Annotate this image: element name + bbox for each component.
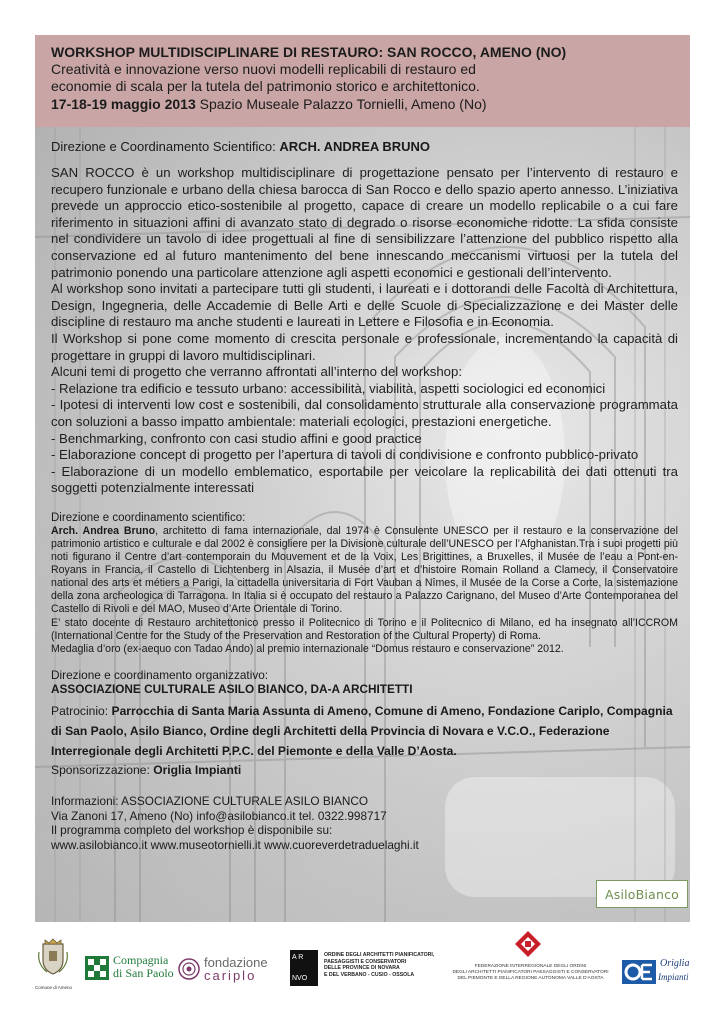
description-paragraph: SAN ROCCO è un workshop multidisciplinare di progettazione pensato per l’intervento di restauro e recupero funzionale e urbano della chiesa barocca di San Rocco e dello spazio aperto annesso. L’iniziativa prevede un approccio etico-sostenibile al progetto, capace di creare un modello replicabile o a cui fare riferimento in situazioni affini di avanzato stato di degrado o risorse economiche ridotte. La sfida consiste nel condividere un tavolo di idee progettuali al fine di sensibilizzare l’attenzione del pubblico rispetto alla conservazione ed al futuro mantenimento del bene innescando meccanismi virtuosi per la tutela del patrimonio ponendo una particolare attenzione agli aspetti economici e gestionali dell’intervento.: [51, 165, 678, 280]
organization-label: Direzione e coordinamento organizzativo:: [51, 667, 269, 682]
asilobianco-logo: AsiloBianco: [596, 880, 688, 908]
origlia-mark-icon: [622, 960, 656, 984]
cariplo-mark-icon: [178, 958, 200, 980]
scientific-direction: [51, 139, 678, 155]
compagnia-san-paolo-logo: [85, 952, 175, 982]
subtitle-line-2: economie di scala per la tutela del patrimonio storico e architettonico.: [51, 78, 480, 94]
ordine-text-2: PAESAGGISTI E CONSERVATORI: [324, 958, 407, 965]
federazione-mark-icon: [514, 930, 542, 958]
description-paragraph: Il Workshop si pone come momento di crescita personale e professionale, incrementando la capacità di progettare in gruppi di lavoro multidisciplinari.: [51, 330, 678, 363]
main-panel: [35, 127, 690, 922]
bio-label: Direzione e coordinamento scientifico:: [51, 511, 246, 524]
organization-section: [51, 668, 678, 696]
ordine-mark-text-2: NVO: [292, 975, 308, 982]
workshop-description: [51, 165, 678, 497]
cariplo-text-1: fondazione: [204, 955, 268, 970]
ordine-text-3: DELLE PROVINCE DI NOVARA: [324, 965, 400, 972]
origlia-impianti-logo: [622, 958, 692, 990]
scientific-direction-label: Direzione e Coordinamento Scientifico:: [51, 139, 280, 154]
info-line: Informazioni: ASSOCIAZIONE CULTURALE ASILO BIANCO: [51, 793, 369, 808]
sponsor-logos-strip: [0, 930, 725, 1024]
subtitle-line-1: Creatività e innovazione verso nuovi modelli replicabili di restauro ed: [51, 61, 476, 77]
federazione-text-2: DEGLI ARCHITETTI PIANIFICATORI PAESAGGISTI E CONSERVATORI: [452, 970, 609, 975]
organization-name: ASSOCIAZIONE CULTURALE ASILO BIANCO, DA-A ARCHITETTI: [51, 681, 413, 696]
bio-name: Arch. Andrea Bruno: [51, 524, 156, 537]
info-address[interactable]: Via Zanoni 17, Ameno (No) info@asilobianco.it tel. 0322.998717: [51, 808, 387, 823]
ordine-mark: [290, 950, 318, 986]
description-paragraph: Al workshop sono invitati a partecipare tutti gli studenti, i laureati e i dottorandi delle Facoltà di Architettura, Design, Ingegneria, delle Accademie di Belle Arti e delle Scuole di Specializzazione e dei Master delle discipline di restauro ma anche studenti e laureati in Lettere e Filosofia e in Economia.: [51, 281, 678, 330]
bio-paragraph: E’ stato docente di Restauro architettonico presso il Politecnico di Torino e il Politecnico di Milano, ed ha insegnato all’ICCROM (International Centre for the Study of the Preservation and Restoration of the Cultural Property) di Roma.: [51, 616, 678, 642]
topic-item: - Ipotesi di interventi low cost e sostenibili, dal consolidamento strutturale alla conservazione programmata con soluzioni a basso impatto ambientale: materiali ecologici, prestazioni energetiche.: [51, 397, 678, 429]
cariplo-text-2: cariplo: [204, 968, 257, 983]
sponsor-name: Origlia Impianti: [153, 762, 242, 777]
bio-text-1: , architetto di fama internazionale, dal 1974 è Consulente UNESCO per il restauro e la conservazione del patrimonio artistico e culturale e dal 2002 è consigliere per la Divisione culturale dell’UNESCO per l’Afghanistan.Tra i suoi progetti più noti figurano il Centre d’art contemporain du Mouvement et de la Voix, Les Brigittines, a Bruxelles, il Musée de l’eau a Pont-en-Royans in Francia, il Castello di Lichtenberg in Alsazia, il Musée d’art et d’histoire Romain Rolland a Clamecy, il Conservatoire national des arts et métiers a Parigi, la cittadella universitaria di Fort Vauban a Nîmes, il Musée de la Corse a Corte, la sistemazione della zona archeologica di Tarragona. In Italia si è occupato del restauro a Palazzo Carignano, del Museo d’Arte Contemporanea del Castello di Rivoli e del MAO, Museo d’Arte Orientale di Torino.: [51, 524, 678, 616]
federazione-text-3: DEL PIEMONTE E DELLA REGIONE AUTONOMA VALLE D’AOSTA: [457, 976, 604, 981]
scientific-director-name: ARCH. ANDREA BRUNO: [279, 139, 431, 154]
topic-item: - Elaborazione di un modello emblematico, esportabile per veicolare la replicabilità dei dati ottenuti tra soggetti potenzialmente interessati: [51, 463, 678, 496]
workshop-title: WORKSHOP MULTIDISCIPLINARE DI RESTAURO: SAN ROCCO, AMENO (NO): [51, 44, 567, 60]
workshop-venue: Spazio Museale Palazzo Tornielli, Ameno (No): [195, 96, 487, 112]
topic-item: - Elaborazione concept di progetto per l’apertura di tavoli di condivisione e confronto pubblico-privato: [51, 447, 639, 463]
contact-info: [51, 794, 678, 853]
fondazione-cariplo-logo: [178, 956, 273, 986]
federazione-interregionale-logo: [448, 930, 613, 992]
ordine-mark-text-1: A R: [292, 954, 304, 961]
bio-paragraph: [51, 525, 678, 617]
ordine-text-1: ORDINE DEGLI ARCHITETTI PIANIFICATORI,: [324, 952, 435, 958]
compagnia-mark-icon: [85, 956, 109, 980]
topic-item: - Relazione tra edificio e tessuto urbano: accessibilità, viabilità, aspetti sociologici ed economici: [51, 380, 606, 396]
sponsorship: [51, 761, 678, 780]
workshop-dates: 17-18-19 maggio 2013: [51, 96, 196, 112]
ordine-architetti-novara-logo: [290, 950, 440, 990]
compagnia-text-1: Compagnia: [113, 953, 169, 967]
info-websites[interactable]: www.asilobianco.it www.museotornielli.it www.cuoreverdetraduelaghi.it: [51, 838, 419, 853]
dates-venue: [51, 95, 676, 113]
header-banner: [35, 35, 690, 127]
coat-of-arms-icon: [35, 938, 71, 976]
sponsor-label: Sponsorizzazione:: [51, 762, 154, 777]
origlia-text-2: Impianti: [658, 972, 689, 982]
ordine-text-4: E DEL VERBANO - CUSIO - OSSOLA: [324, 971, 415, 978]
bio-paragraph: Medaglia d’oro (ex-aequo con Tadao Ando) al premio internazionale “Domus restauro e conservazione” 2012.: [51, 642, 564, 655]
origlia-text-1: Origlia: [660, 958, 690, 969]
federazione-text-1: FEDERAZIONE INTERREGIONALE DEGLI ORDINI: [474, 964, 587, 969]
compagnia-text-2: di San Paolo: [113, 966, 174, 980]
director-bio: [51, 511, 678, 656]
description-paragraph: Alcuni temi di progetto che verranno affrontati all’interno del workshop:: [51, 364, 462, 380]
patronage-label: Patrocinio:: [51, 703, 112, 718]
topic-item: - Benchmarking, confronto con casi studio affini e good practice: [51, 430, 422, 446]
comune-ameno-logo: [35, 938, 75, 988]
patronage-list: Parrocchia di Santa Maria Assunta di Ameno, Comune di Ameno, Fondazione Cariplo, Compagnia di San Paolo, Asilo Bianco, Ordine degli Architetti della Provincia di Novara e V.C.O., Federazione Interregionale degli Architetti P.P.C. del Piemonte e della Valle D’Aosta.: [51, 703, 673, 758]
info-line: Il programma completo del workshop è disponibile su:: [51, 823, 333, 838]
patronage: [51, 701, 678, 761]
comune-label: Comune di Ameno: [35, 985, 73, 990]
